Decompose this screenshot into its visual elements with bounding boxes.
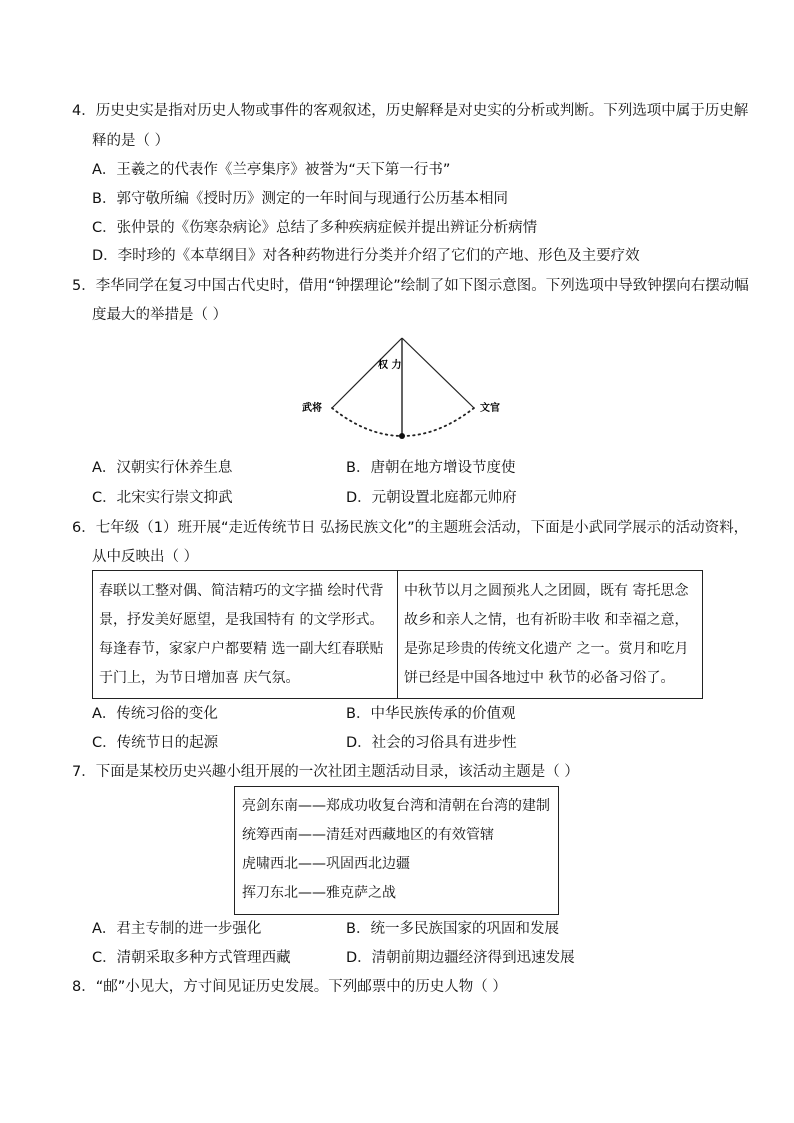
q7-option-c: C．清朝采取多种方式管理西藏	[92, 950, 291, 966]
q5-option-b: B．唐朝在地方增设节度使	[346, 460, 516, 476]
q4-stem-line2: 释的是（ ）	[92, 133, 170, 149]
q7-box-line4: 挥刀东北——雅克萨之战	[242, 885, 396, 901]
q6-option-d: D．社会的习俗具有进步性	[346, 735, 517, 751]
q7-option-a: A．君主专制的进一步强化	[92, 921, 262, 937]
q5-option-a: A．汉朝实行休养生息	[92, 460, 233, 476]
q4-option-c: C．张仲景的《伤寒杂病论》总结了多种疾病症候并提出辨证分析病情	[92, 220, 538, 236]
q6-table-divider	[397, 570, 398, 698]
q6-right-line2: 故乡和亲人之情，也有祈盼丰收 和幸福之意，	[404, 612, 689, 628]
pendulum-left-string	[332, 338, 402, 408]
q4-stem-line1: 4．历史史实是指对历史人物或事件的客观叙述，历史解释是对史实的分析或判断。下列选项中属于历史解	[72, 103, 749, 119]
q4-option-d: D．李时珍的《本草纲目》对各种药物进行分类并介绍了它们的产地、形色及主要疗效	[92, 248, 640, 264]
q6-left-line3: 每逢春节，家家户户都要精 选一副大红春联贴	[99, 641, 384, 657]
q8-stem-line1: 8．“邮”小见大，方寸间见证历史发展。下列邮票中的历史人物（ ）	[72, 979, 507, 995]
q5-stem-line1: 5．李华同学在复习中国古代史时，借用“钟摆理论”绘制了如下图示意图。下列选项中导致钟摆向右摆动幅	[72, 278, 749, 294]
q6-left-line2: 景，抒发美好愿望，是我国特有 的文学形式。	[99, 612, 384, 628]
pendulum-diagram	[290, 330, 530, 445]
pendulum-right-string	[402, 338, 474, 408]
q7-stem-line1: 7．下面是某校历史兴趣小组开展的一次社团主题活动目录，该活动主题是（ ）	[72, 764, 579, 780]
q7-option-b: B．统一多民族国家的巩固和发展	[346, 921, 559, 937]
q6-left-line1: 春联以工整对偶、简洁精巧的文字描 绘时代背	[99, 583, 384, 599]
q6-option-a: A．传统习俗的变化	[92, 706, 218, 722]
q5-option-d: D．元朝设置北庭都元帅府	[346, 490, 517, 506]
pendulum-label-right: 文官	[480, 403, 500, 414]
q4-option-b: B．郭守敬所编《授时历》测定的一年时间与现通行公历基本相同	[92, 191, 508, 207]
q7-option-d: D．清朝前期边疆经济得到迅速发展	[346, 950, 575, 966]
q6-option-b: B．中华民族传承的价值观	[346, 706, 516, 722]
q4-option-a: A．王羲之的代表作《兰亭集序》被誉为“天下第一行书”	[92, 162, 451, 178]
q6-stem-line1: 6．七年级（1）班开展“走近传统节日 弘扬民族文化”的主题班会活动，下面是小武同学展示的活动资料，	[72, 520, 749, 536]
q6-option-c: C．传统节日的起源	[92, 735, 219, 751]
q6-stem-line2: 从中反映出（ ）	[92, 549, 199, 565]
q7-box-line3: 虎啸西北——巩固西北边疆	[242, 856, 410, 872]
q6-right-line1: 中秋节以月之圆预兆人之团圆，既有 寄托思念	[404, 583, 689, 599]
pendulum-label-left: 武将	[302, 403, 322, 414]
q5-stem-line2: 度最大的举措是（ ）	[92, 307, 228, 323]
q7-box-line1: 亮剑东南——郑成功收复台湾和清朝在台湾的建制	[242, 798, 550, 814]
q6-left-line4: 于门上，为节日增加喜 庆气氛。	[99, 670, 300, 686]
q6-right-line3: 是弥足珍贵的传统文化遗产 之一。赏月和吃月	[404, 641, 689, 657]
q6-right-line4: 饼已经是中国各地过中 秋节的必备习俗了。	[404, 670, 675, 686]
pendulum-arc	[332, 408, 474, 436]
q5-option-c: C．北宋实行崇文抑武	[92, 490, 233, 506]
pendulum-label-center: 权 力	[378, 360, 402, 371]
pendulum-bob	[399, 433, 405, 439]
q7-box-line2: 统筹西南——清廷对西藏地区的有效管辖	[242, 827, 494, 843]
